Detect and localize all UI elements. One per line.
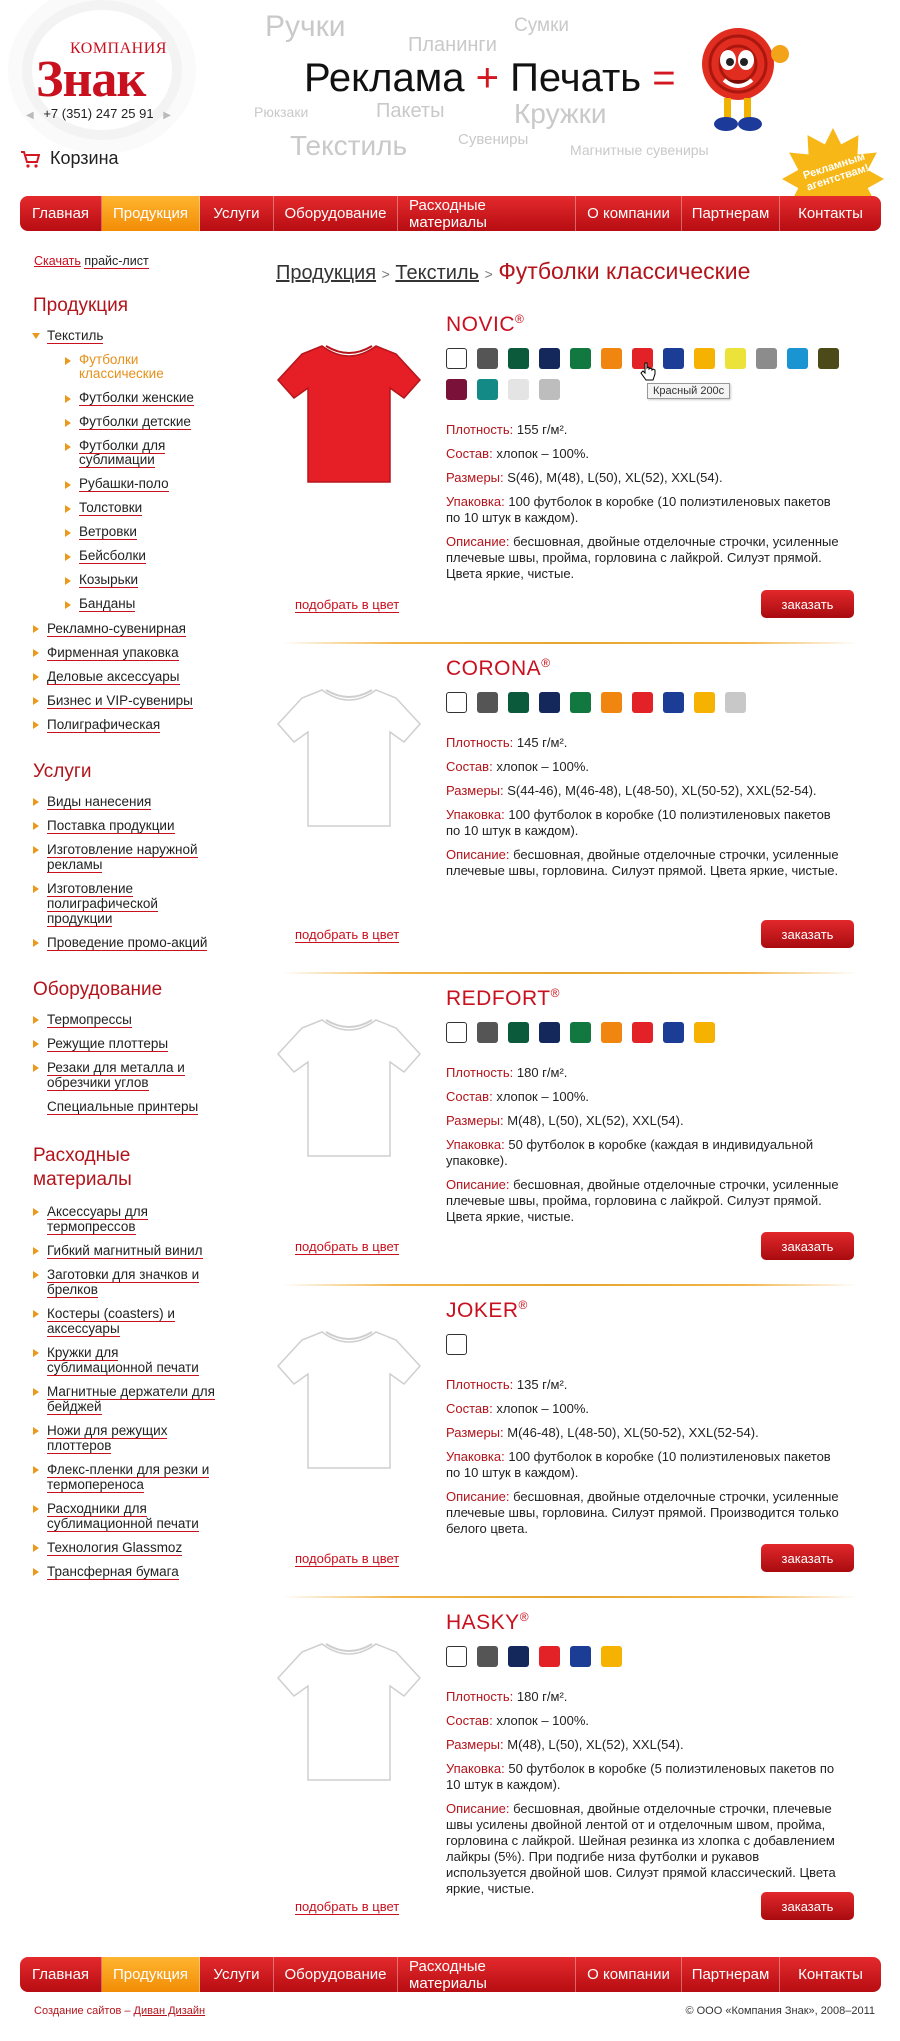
nav-contacts[interactable]: Контакты [798, 1966, 863, 1983]
footer-credits-text: Создание сайтов – [34, 2005, 131, 2017]
tag-cloud-item: Магнитные сувениры [570, 142, 709, 158]
color-swatch[interactable] [570, 692, 591, 713]
product-composition: Состав: хлопок – 100%. [446, 759, 590, 774]
product-description: Описание: бесшовная, двойные отделочные строчки, усиленные плечевые швы, пройма, горловина с лайкрой. Силуэт прямой. Цвета яркие, чистые. [446, 534, 839, 581]
tag-cloud-item: Сувениры [458, 131, 529, 148]
color-swatch[interactable] [570, 1646, 591, 1667]
color-swatch[interactable] [508, 348, 529, 369]
nav-contacts[interactable]: Контакты [798, 205, 863, 222]
color-swatch[interactable] [446, 1646, 467, 1667]
breadcrumb-separator: > [381, 266, 390, 282]
color-swatch[interactable] [446, 1022, 467, 1043]
color-swatch[interactable] [632, 1022, 653, 1043]
sidebar-list-products [33, 328, 233, 732]
sidebar-item[interactable]: Ножи для режущих плоттеров [33, 1423, 183, 1453]
sidebar-sublist-textile [65, 353, 233, 611]
color-swatch[interactable] [446, 379, 467, 400]
nav-home[interactable]: Главная [20, 196, 102, 231]
color-swatches [446, 1022, 841, 1043]
sidebar-item[interactable]: Кружки для сублимационной печати [33, 1345, 218, 1375]
slogan-plus: + [475, 56, 499, 100]
color-swatch[interactable] [663, 692, 684, 713]
sidebar-item[interactable]: Полиграфическая [33, 717, 233, 732]
product-name[interactable]: JOKER® [446, 1298, 528, 1322]
product-card [270, 312, 860, 636]
footer-copyright: © ООО «Компания Знак», 2008–2011 [685, 2005, 875, 2017]
slogan-equals: = [652, 56, 676, 100]
breadcrumb-products[interactable]: Продукция [276, 262, 377, 284]
agencies-badge-label[interactable]: Рекламным агентствам! [801, 150, 871, 194]
product-divider [282, 642, 858, 644]
main-nav [20, 196, 881, 231]
product-packaging: Упаковка: 100 футболок в коробке (10 полиэтиленовых пакетов по 10 штук в каждом). [446, 494, 831, 525]
product-composition: Состав: хлопок – 100%. [446, 1089, 590, 1104]
color-swatch[interactable] [756, 348, 777, 369]
color-swatch[interactable] [663, 348, 684, 369]
sidebar-subitem[interactable]: Банданы [65, 597, 233, 611]
tag-cloud-item: Ручки [265, 10, 346, 43]
sidebar-list-services [33, 794, 213, 950]
color-swatch[interactable] [477, 692, 498, 713]
order-button[interactable]: заказать [761, 590, 854, 618]
color-swatch[interactable] [725, 692, 746, 713]
product-sizes: Размеры: M(48), L(50), XL(52), XXL(54). [446, 1113, 684, 1128]
tshirt-image [274, 676, 424, 836]
sidebar-item[interactable]: Фирменная упаковка [33, 645, 233, 660]
sidebar-subitem[interactable]: Толстовки [65, 501, 233, 515]
sidebar-item[interactable]: Режущие плоттеры [33, 1036, 213, 1051]
product-description: Описание: бесшовная, двойные отделочные строчки, усиленные плечевые швы, пройма, горловина с лайкрой. Силуэт прямой. Цвета яркие, чистые. [446, 1177, 839, 1224]
product-description: Описание: бесшовная, двойные отделочные строчки, усиленные плечевые швы, горловина. Силуэт прямой. Производится только белого цвета. [446, 1489, 839, 1536]
price-list-link[interactable] [34, 254, 149, 268]
sidebar-item[interactable]: Бизнес и VIP-сувениры [33, 693, 233, 708]
logo-company-label: КОМПАНИЯ [70, 40, 167, 57]
order-button[interactable]: заказать [761, 1544, 854, 1572]
sidebar-item[interactable]: Термопрессы [33, 1012, 213, 1027]
product-name[interactable]: REDFORT® [446, 986, 560, 1010]
sidebar-item-textile[interactable]: Текстиль Футболки классические Футболки женские Футболки детские Футболки для сублимации Рубашки-поло Толстовки Ветровки Бейсболки Козырьки Банданы [33, 328, 233, 611]
breadcrumb-textile[interactable]: Текстиль [395, 262, 479, 284]
color-swatch[interactable] [570, 348, 591, 369]
nav-equipment[interactable]: Оборудование [274, 1957, 398, 1992]
nav-consumables[interactable]: Расходные материалы [398, 1957, 576, 1992]
sidebar-heading-consumables[interactable]: Расходные материалы [33, 1145, 132, 1190]
product-info [446, 735, 841, 887]
cart-icon [20, 150, 40, 168]
nav-products[interactable]: Продукция [102, 196, 200, 231]
sidebar-item[interactable]: Изготовление полиграфической продукции [33, 881, 173, 926]
nav-services[interactable]: Услуги [200, 196, 274, 231]
product-packaging: Упаковка: 100 футболок в коробке (10 полиэтиленовых пакетов по 10 штук в каждом). [446, 1449, 831, 1480]
mascot-illustration [688, 24, 798, 140]
sidebar-item[interactable]: Резаки для металла и обрезчики углов [33, 1060, 213, 1090]
sidebar-item-special-printers[interactable]: Специальные принтеры [47, 1099, 199, 1114]
product-card [270, 1610, 860, 1938]
pick-color-link[interactable]: подобрать в цвет [295, 1239, 400, 1254]
cart-link[interactable] [20, 148, 119, 169]
order-button[interactable]: заказать [761, 920, 854, 948]
tag-cloud-item: Планинги [408, 34, 497, 56]
color-swatch[interactable] [477, 1646, 498, 1667]
nav-about[interactable]: О компании [576, 1957, 682, 1992]
tshirt-image [274, 1006, 424, 1166]
tshirt-image [274, 332, 424, 492]
sidebar-item[interactable]: Виды нанесения [33, 794, 213, 809]
tag-cloud-item: Пакеты [376, 100, 445, 122]
sidebar-subitem[interactable]: Футболки для сублимации [65, 439, 175, 467]
product-card [270, 656, 860, 966]
sidebar-item[interactable]: Трансферная бумага [33, 1564, 218, 1579]
pick-color-link[interactable]: подобрать в цвет [295, 1899, 400, 1914]
pick-color-link[interactable]: подобрать в цвет [295, 1551, 400, 1566]
breadcrumb-separator: > [484, 266, 493, 282]
sidebar-item[interactable]: Изготовление наружной рекламы [33, 842, 213, 872]
sidebar-item[interactable]: Поставка продукции [33, 818, 213, 833]
sidebar-heading-services[interactable]: Услуги [33, 761, 92, 782]
product-density: Плотность: 155 г/м². [446, 422, 568, 437]
sidebar-list-equipment [33, 1012, 213, 1090]
product-name[interactable]: CORONA® [446, 656, 551, 680]
bottom-nav [20, 1957, 881, 1992]
color-swatch[interactable] [694, 692, 715, 713]
color-swatch[interactable] [477, 348, 498, 369]
color-swatch[interactable] [601, 1646, 622, 1667]
color-swatch[interactable] [446, 348, 467, 369]
color-swatches [446, 1646, 841, 1667]
slogan [304, 56, 676, 101]
color-swatch[interactable] [539, 379, 560, 400]
pick-color-link[interactable]: подобрать в цвет [295, 597, 400, 612]
nav-products[interactable]: Продукция [102, 1957, 200, 1992]
nav-partners[interactable]: Партнерам [682, 1957, 780, 1992]
price-download-link[interactable]: Скачать [34, 254, 81, 268]
sidebar-subitem[interactable]: Козырьки [65, 573, 233, 587]
sidebar-subitem[interactable]: Ветровки [65, 525, 233, 539]
sidebar-item[interactable]: Флекс-пленки для резки и термопереноса [33, 1462, 218, 1492]
product-card [270, 1298, 860, 1590]
product-description: Описание: бесшовная, двойные отделочные строчки, усиленные плечевые швы, горловина. Силуэт прямой. Цвета яркие, чистые. [446, 847, 839, 878]
sidebar-item[interactable]: Костеры (coasters) и аксессуары [33, 1306, 218, 1336]
color-swatch[interactable] [539, 1022, 560, 1043]
product-info [446, 1689, 841, 1905]
sidebar-item[interactable]: Магнитные держатели для бейджей [33, 1384, 218, 1414]
sidebar-item[interactable]: Проведение промо-акций [33, 935, 213, 950]
color-swatch[interactable] [539, 1646, 560, 1667]
nav-partners[interactable]: Партнерам [682, 196, 780, 231]
color-swatch[interactable] [818, 348, 839, 369]
color-swatch[interactable] [601, 348, 622, 369]
tshirt-image [274, 1630, 424, 1790]
slogan-right: Печать [510, 56, 642, 100]
sidebar-item[interactable]: Заготовки для значков и брелков [33, 1267, 218, 1297]
footer-designer-link[interactable]: Диван Дизайн [133, 2005, 206, 2017]
color-swatch[interactable] [663, 1022, 684, 1043]
color-swatch[interactable] [539, 348, 560, 369]
nav-home[interactable]: Главная [20, 1957, 102, 1992]
slogan-left: Реклама [304, 56, 465, 100]
product-name[interactable]: HASKY® [446, 1610, 530, 1634]
color-swatch[interactable] [601, 1022, 622, 1043]
sidebar-subitem[interactable]: Футболки детские [65, 415, 233, 429]
product-sizes: Размеры: M(48), L(50), XL(52), XXL(54). [446, 1737, 684, 1752]
color-swatches [446, 1334, 841, 1355]
page-title: Футболки классические [498, 258, 751, 284]
phone-number: +7 (351) 247 25 91 [43, 106, 154, 121]
tag-cloud-item: Кружки [514, 98, 607, 129]
breadcrumb [276, 258, 750, 285]
sidebar-item[interactable]: Рекламно-сувенирная [33, 621, 233, 636]
sidebar-item[interactable]: Технология Glassmoz [33, 1540, 218, 1555]
sidebar-item[interactable]: Аксессуары для термопрессов [33, 1204, 163, 1234]
product-info [446, 1377, 841, 1545]
color-swatches [446, 692, 841, 713]
tag-cloud-item: Сумки [514, 15, 569, 36]
product-density: Плотность: 180 г/м². [446, 1689, 568, 1704]
nav-consumables[interactable]: Расходные материалы [398, 196, 576, 231]
product-divider [282, 972, 858, 974]
sidebar [33, 294, 233, 1588]
color-swatch[interactable] [508, 1646, 529, 1667]
nav-services[interactable]: Услуги [200, 1957, 274, 1992]
color-tooltip: Красный 200с [647, 383, 730, 399]
tshirt-image [274, 1318, 424, 1478]
color-swatch[interactable] [694, 1022, 715, 1043]
sidebar-subitem[interactable]: Рубашки-поло [65, 477, 233, 491]
color-swatch[interactable] [508, 379, 529, 400]
sidebar-item[interactable]: Гибкий магнитный винил [33, 1243, 218, 1258]
sidebar-subitem[interactable]: Футболки классические [65, 353, 175, 381]
product-description: Описание: бесшовная, двойные отделочные строчки, плечевые швы усилены двойной лентой от и отделочным швом, пройма, горловина с лайкрой. Шейная резинка из хлопка с добавлением лайкры (5%). При подгибе низа футболки и рукавов используется двойной шов. Силуэт прямой классический. Цвета яркие, чистые. [446, 1801, 836, 1896]
color-swatch[interactable] [725, 348, 746, 369]
order-button[interactable]: заказать [761, 1232, 854, 1260]
product-composition: Состав: хлопок – 100%. [446, 446, 590, 461]
color-swatch[interactable] [508, 692, 529, 713]
nav-equipment[interactable]: Оборудование [274, 196, 398, 231]
color-swatch[interactable] [446, 1334, 467, 1355]
phone-prev-icon[interactable]: ◀ [26, 110, 34, 121]
color-swatch[interactable] [446, 692, 467, 713]
product-sizes: Размеры: M(46-48), L(48-50), XL(50-52), XXL(52-54). [446, 1425, 759, 1440]
sidebar-heading-products[interactable]: Продукция [33, 295, 129, 316]
phone-next-icon[interactable]: ▶ [163, 110, 171, 121]
sidebar-heading-equipment[interactable]: Оборудование [33, 979, 163, 1000]
product-info [446, 422, 841, 590]
product-packaging: Упаковка: 50 футболок в коробке (5 полиэтиленовых пакетов по 10 штук в каждом). [446, 1761, 835, 1792]
color-swatch[interactable] [694, 348, 715, 369]
color-swatch[interactable] [508, 1022, 529, 1043]
product-card [270, 986, 860, 1278]
product-density: Плотность: 135 г/м². [446, 1377, 568, 1392]
color-swatch[interactable] [787, 348, 808, 369]
sidebar-item[interactable]: Деловые аксессуары [33, 669, 233, 684]
pick-color-link[interactable]: подобрать в цвет [295, 927, 400, 942]
product-composition: Состав: хлопок – 100%. [446, 1401, 590, 1416]
order-button[interactable]: заказать [761, 1892, 854, 1920]
color-swatch[interactable] [601, 692, 622, 713]
cart-label: Корзина [50, 148, 119, 168]
product-density: Плотность: 145 г/м². [446, 735, 568, 750]
sidebar-item[interactable]: Расходники для сублимационной печати [33, 1501, 218, 1531]
color-swatch[interactable] [632, 692, 653, 713]
product-sizes: Размеры: S(46), M(48), L(50), XL(52), XXL(54). [446, 470, 723, 485]
color-swatch[interactable] [477, 379, 498, 400]
footer-credits [34, 2005, 205, 2017]
cursor-hand-icon [640, 362, 656, 382]
tag-cloud-item: Рюкзаки [254, 104, 309, 120]
product-info [446, 1065, 841, 1233]
nav-about[interactable]: О компании [576, 196, 682, 231]
product-divider [282, 1284, 858, 1286]
color-swatch[interactable] [539, 692, 560, 713]
logo[interactable]: Знак [36, 51, 146, 108]
product-divider [282, 1596, 858, 1598]
product-composition: Состав: хлопок – 100%. [446, 1713, 590, 1728]
product-sizes: Размеры: S(44-46), M(46-48), L(48-50), XL(50-52), XXL(52-54). [446, 783, 817, 798]
product-density: Плотность: 180 г/м². [446, 1065, 568, 1080]
tag-cloud-item: Текстиль [290, 130, 408, 161]
color-swatch[interactable] [477, 1022, 498, 1043]
product-name[interactable]: NOVIC® [446, 312, 525, 336]
product-packaging: Упаковка: 100 футболок в коробке (10 полиэтиленовых пакетов по 10 штук в каждом). [446, 807, 831, 838]
phone-block [26, 106, 171, 121]
sidebar-subitem[interactable]: Футболки женские [65, 391, 233, 405]
product-packaging: Упаковка: 50 футболок в коробке (каждая в индивидуальной упаковке). [446, 1137, 814, 1168]
sidebar-subitem[interactable]: Бейсболки [65, 549, 233, 563]
sidebar-list-consumables [33, 1204, 218, 1579]
color-swatch[interactable] [570, 1022, 591, 1043]
price-list-text[interactable]: прайс-лист [84, 254, 149, 268]
